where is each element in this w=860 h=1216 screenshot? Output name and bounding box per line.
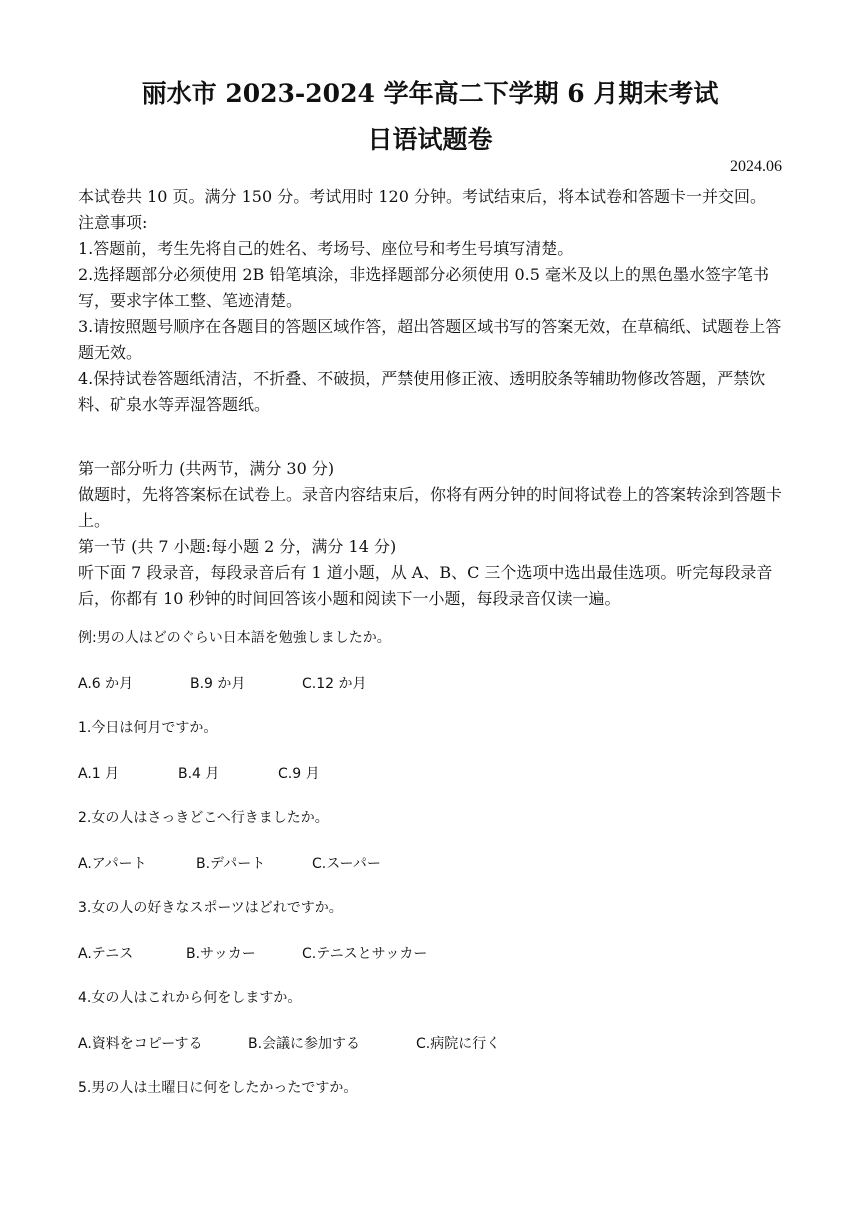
option-c: C.スーパー xyxy=(312,856,381,872)
option-a: A.6 か月 xyxy=(78,676,134,692)
option-c: C.テニスとサッカー xyxy=(302,946,428,962)
part-heading: 第一部分听力 (共两节，满分 30 分) xyxy=(78,459,335,478)
option-a: A.資料をコピーする xyxy=(78,1036,203,1052)
note-2: 2.选择题部分必须使用 2B 铅笔填涂，非选择题部分必须使用 0.5 毫米及以上的黑色墨水签字笔书写，要求字体工整、笔迹清楚。 xyxy=(78,265,769,310)
note-4: 4.保持试卷答题纸清洁，不折叠、不破损，严禁使用修正液、透明胶条等辅助物修改答题，严禁饮料、矿泉水等弄湿答题纸。 xyxy=(78,369,766,414)
option-b: B.サッカー xyxy=(186,946,256,962)
intro-text: 本试卷共 10 页。满分 150 分。考试用时 120 分钟。考试结束后，将本试卷和答题卡一并交回。 xyxy=(78,187,766,206)
question-1: 1.今日は何月ですか。 xyxy=(78,720,218,736)
option-b: B.デパート xyxy=(196,856,266,872)
option-a: A.アパート xyxy=(78,856,147,872)
question-5: 5.男の人は土曜日に何をしたかったですか。 xyxy=(78,1080,358,1096)
part-description: 做题时，先将答案标在试卷上。录音内容结束后，你将有两分钟的时间将试卷上的答案转涂到答题卡上。 xyxy=(78,485,783,530)
option-a: A.テニス xyxy=(78,946,134,962)
option-c: C.12 か月 xyxy=(302,676,367,692)
option-c: C.9 月 xyxy=(278,766,320,782)
question-4: 4.女の人はこれから何をしますか。 xyxy=(78,990,302,1006)
option-b: B.4 月 xyxy=(178,766,220,782)
option-a: A.1 月 xyxy=(78,766,120,782)
notes-heading: 注意事项: xyxy=(78,213,148,232)
question-2: 2.女の人はさっきどこへ行きましたか。 xyxy=(78,810,329,826)
exam-date: 2024.06 xyxy=(730,158,782,175)
note-1: 1.答题前，考生先将自己的姓名、考场号、座位号和考生号填写清楚。 xyxy=(78,239,574,258)
section-heading: 第一节 (共 7 小题:每小题 2 分，满分 14 分) xyxy=(78,537,397,556)
option-c: C.病院に行く xyxy=(416,1036,501,1052)
exam-title: 丽水市 2023-2024 学年高二下学期 6 月期末考试 xyxy=(141,79,719,108)
option-b: B.9 か月 xyxy=(190,676,246,692)
question-example: 例:男の人はどのぐらい日本語を勉強しましたか。 xyxy=(78,630,391,646)
option-b: B.会議に参加する xyxy=(248,1036,361,1052)
note-3: 3.请按照题号顺序在各题目的答题区域作答，超出答题区域书写的答案无效，在草稿纸、试题卷上答题无效。 xyxy=(78,317,782,362)
section-description: 听下面 7 段录音，每段录音后有 1 道小题，从 A、B、C 三个选项中选出最佳选项。听完每段录音后，你都有 10 秒钟的时间回答该小题和阅读下一小题，每段录音仅读一遍。 xyxy=(78,563,773,608)
question-3: 3.女の人の好きなスポーツはどれですか。 xyxy=(78,900,343,916)
exam-subtitle: 日语试题卷 xyxy=(367,125,493,154)
